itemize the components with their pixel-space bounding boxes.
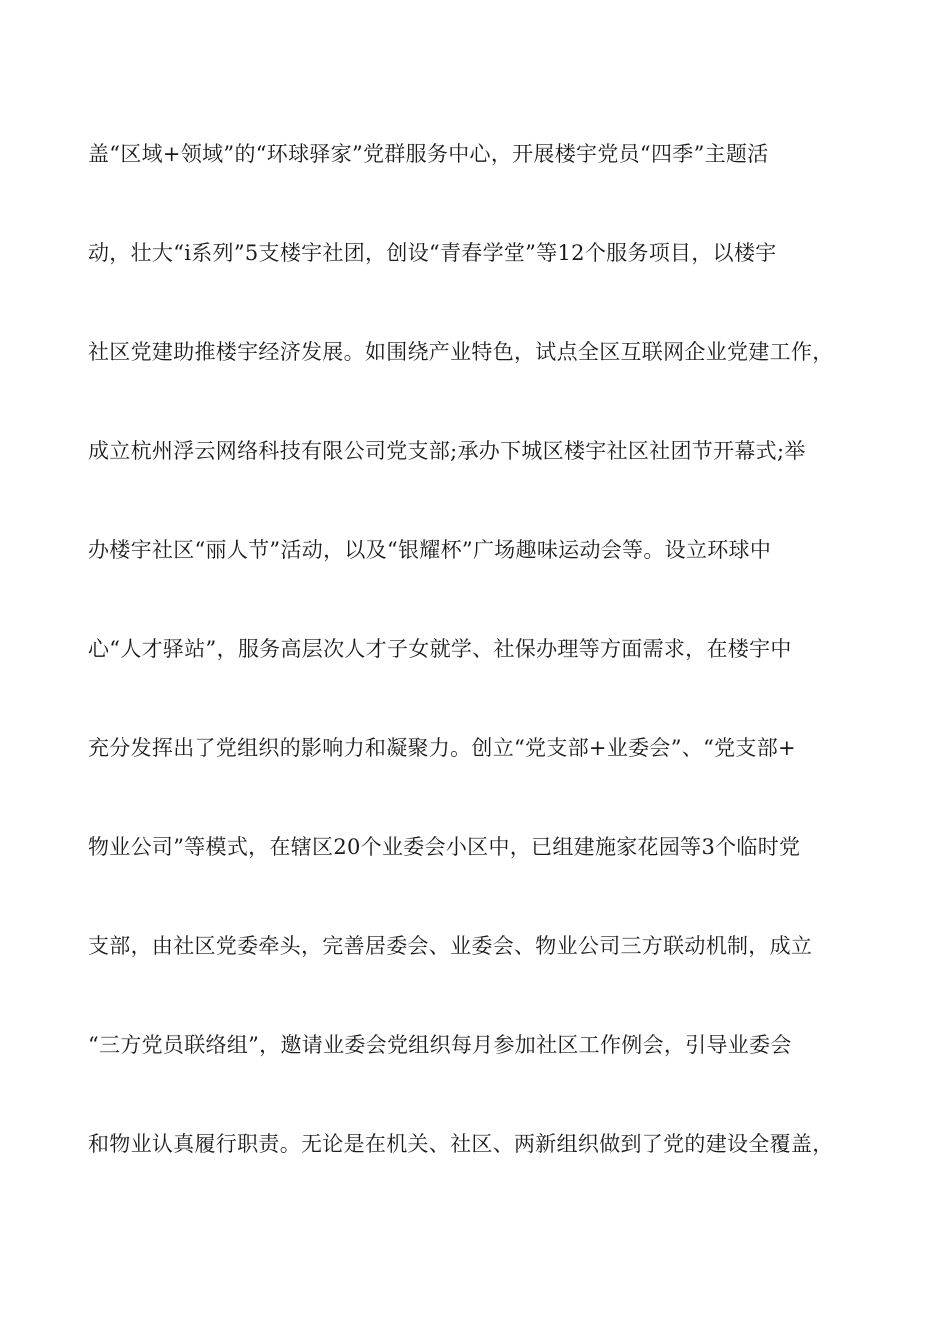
body-text: [88, 136, 878, 1225]
text-line: 成立杭州浮云网络科技有限公司党支部;承办下城区楼宇社区社团节开幕式;举: [88, 439, 806, 463]
text-line: 物业公司”等模式，在辖区20个业委会小区中，已组建施家花园等3个临时党: [88, 835, 801, 859]
text-line: 支部，由社区党委牵头，完善居委会、业委会、物业公司三方联动机制，成立: [88, 934, 813, 958]
text-line: “三方党员联络组”，邀请业委会党组织每月参加社区工作例会，引导业委会: [88, 1033, 792, 1057]
text-line: 和物业认真履行职责。无论是在机关、社区、两新组织做到了党的建设全覆盖，: [88, 1132, 834, 1156]
text-line: 心“人才驿站”，服务高层次人才子女就学、社保办理等方面需求，在楼宇中: [88, 637, 792, 661]
text-line: 充分发挥出了党组织的影响力和凝聚力。创立“党支部+业委会”、“党支部+: [88, 736, 796, 760]
text-line: 动，壮大“i系列”5支楼宇社团，创设“青春学堂”等12个服务项目，以楼宇: [88, 241, 777, 265]
text-line: 社区党建助推楼宇经济发展。如围绕产业特色，试点全区互联网企业党建工作，: [88, 340, 834, 364]
text-line: 办楼宇社区“丽人节”活动，以及“银耀杯”广场趣味运动会等。设立环球中: [88, 538, 772, 562]
text-line: 盖“区域+领域”的“环球驿家”党群服务中心，开展楼宇党员“四季”主题活: [88, 142, 769, 166]
